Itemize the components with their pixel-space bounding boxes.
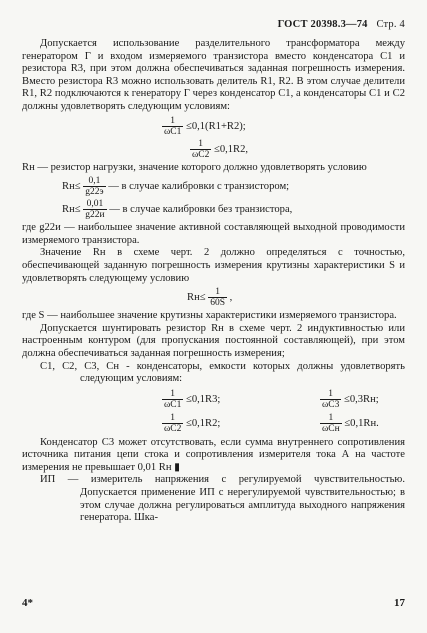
paragraph-4: Значение Rн в схеме черт. 2 должно определяться с точностью, обеспечивающей заданную погрешность измерения крутизны характеристики S и удовлетворять следующему условию [22, 247, 405, 284]
equation-2: $\frac{1}{\omega C2}$ ≤0,1R2, [192, 138, 249, 160]
paragraph-8: Конденсатор C3 может отсутствовать, если сумма внутреннего сопротивления источника питания цепи стока и сопротивления измерителя тока А на частоте измерения не превышает 0,01 Rн ▮ [22, 436, 405, 473]
condition-c1: $\frac{1}{\omega C1}$ ≤0,1R3; [164, 388, 221, 410]
standard-number: ГОСТ 20398.3—74 [277, 19, 368, 30]
equation-1: $\frac{1}{\omega C1}$ ≤0,1(R1+R2); [164, 115, 246, 137]
equation-4: Rн≤ $\frac{0,01}{g22и}$ — в случае калибровки без транзистора, [62, 199, 293, 221]
signature-mark: 4* [22, 597, 33, 609]
paragraph-9: ИП — измеритель напряжения с регулируемой чувствительностью. Допускается применение ИП с нерегулируемой чувствительностью; в этом случае должна регулироваться амплитуда выходного напряжения генератора. Шка- [40, 474, 405, 524]
condition-c2: $\frac{1}{\omega C2}$ ≤0,1R2; [164, 412, 221, 434]
paragraph-6: Допускается шунтировать резистор Rн в схеме черт. 2 индуктивностью или настроенным контуром (для пропускания постоянной составляющей), при этом должна обеспечиваться заданная погрешность измерения; [22, 322, 405, 359]
condition-cn: $\frac{1}{\text{ωCн}}$ ≤0,1Rн. [322, 412, 379, 434]
condition-c3: $\frac{1}{\omega C3}$ ≤0,3Rн; [322, 388, 379, 410]
paragraph-3: где g22и — наибольшее значение активной составляющей выходной проводимости измеряемого транзистора. [22, 222, 405, 246]
paragraph-2: Rн — резистор нагрузки, значение которого должно удовлетворять условию [22, 161, 367, 173]
paragraph-5: где S — наибольшее значение крутизны характеристики измеряемого транзистора. [22, 310, 397, 322]
paragraph-7: C1, C2, C3, Cн - конденсаторы, емкости которых должны удовлетворять следующим условиям: [40, 360, 405, 385]
equation-3: Rн≤ $\frac{0,1}{g22э}$ — в случае калибровки с транзистором; [62, 176, 290, 198]
page-label: Стр. 4 [376, 19, 405, 30]
page-number: 17 [394, 597, 405, 609]
capacitor-conditions [162, 389, 405, 434]
document-body [22, 38, 405, 525]
equation-5: Rн≤ $\frac{1}{60S}$ , [187, 287, 233, 309]
page-header [272, 19, 405, 30]
paragraph-1: Допускается использование разделительного трансформатора между генератором Г и входом измеряемого транзистора вместо конденсатора C1 и резистора R3, при этом должна обеспечиваться заданная погрешность измерения. Вместо резистора R3 можно использовать делитель R1, R2. В этом случае делители R1, R2 подключаются к генератору Г через конденсатор C1, а конденсаторы C1 и C2 должны удовлетворять следующим условиям: [22, 38, 405, 112]
